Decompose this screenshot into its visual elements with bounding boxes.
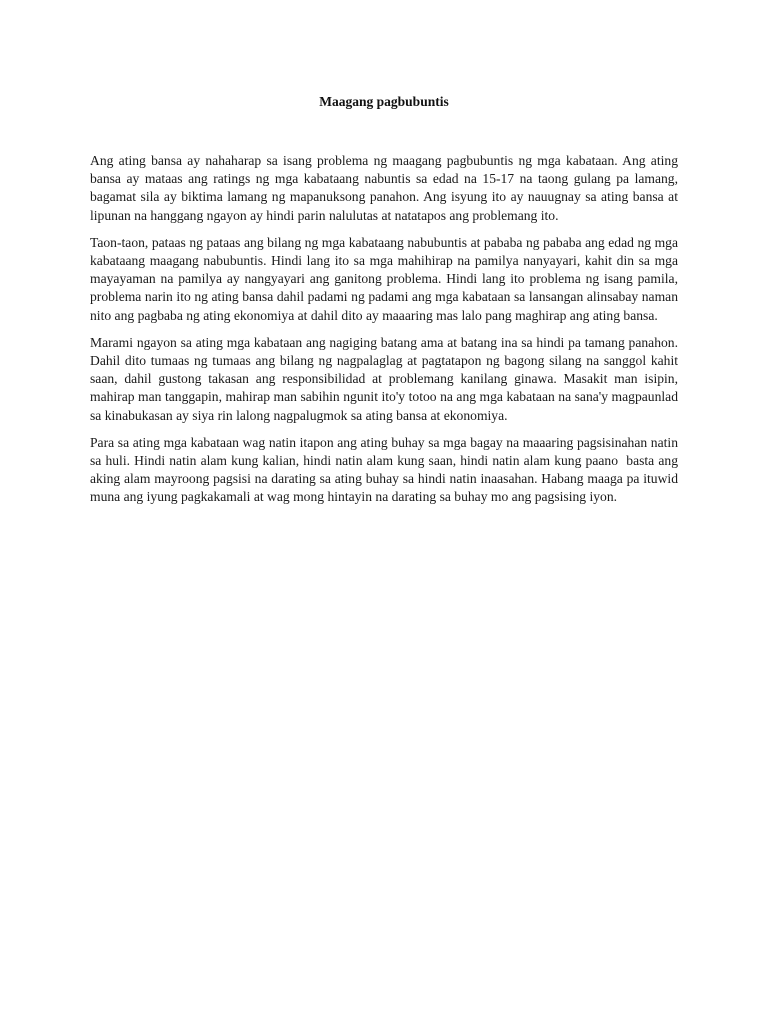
document-title: Maagang pagbubuntis bbox=[319, 94, 449, 109]
paragraph-2: Taon-taon, pataas ng pataas ang bilang ng mga kabataang nabubuntis at pababa ng pababa ang edad ng mga kabataang maagang nabubuntis. Hindi lang ito sa mga mahihirap na pamilya nanyayari, kahit din sa mga mayayaman na pamilya ay nangyayari ang ganitong problema. Hindi lang ito problema ng isang pamila, problema narin ito ng ating bansa dahil padami ng padami ang mga kabataan sa lansangan alinsabay naman nito ang pagbaba ng ating ekonomiya at dahil dito ay maaaring mas lalo pang maghirap ang ating bansa. bbox=[90, 234, 682, 323]
document-body bbox=[90, 152, 682, 516]
paragraph-1: Ang ating bansa ay nahaharap sa isang problema ng maagang pagbubuntis ng mga kabataan. Ang ating bansa ay mataas ang ratings ng mga kabataang nabuntis sa edad na 15-17 na taong gulang pa lamang, bagamat sila ay biktima lamang ng mapanuksong panahon. Ang isyung ito ay nauugnay sa ating bansa at lipunan na hanggang ngayon ay hindi parin nalulutas at natatapos ang problemang ito. bbox=[90, 153, 682, 223]
paragraph-3: Marami ngayon sa ating mga kabataan ang nagiging batang ama at batang ina sa hindi pa tamang panahon. Dahil dito tumaas ng tumaas ang bilang ng nagpalaglag at pagtatapon ng bagong silang na sanggol kahit saan, dahil gustong takasan ang responsibilidad at problemang kanilang ginawa. Masakit man isipin, mahirap man tanggapin, mahirap man sabihin ngunit ito'y totoo na ang mga kabataan na sana'y magpaunlad sa kinabukasan ay siya rin lalong nagpalugmok sa ating bansa at ekonomiya. bbox=[90, 334, 682, 423]
paragraph-4: Para sa ating mga kabataan wag natin itapon ang ating buhay sa mga bagay na maaaring pagsisinahan natin sa huli. Hindi natin alam kung kalian, hindi natin alam kung saan, hindi natin alam kung paano basta ang aking alam mayroong pagsisi na darating sa ating buhay sa hindi natin inaasahan. Habang maaga pa ituwid muna ang iyung pagkakamali at wag mong hintayin na darating sa buhay mo ang pagsising iyon. bbox=[90, 434, 682, 505]
